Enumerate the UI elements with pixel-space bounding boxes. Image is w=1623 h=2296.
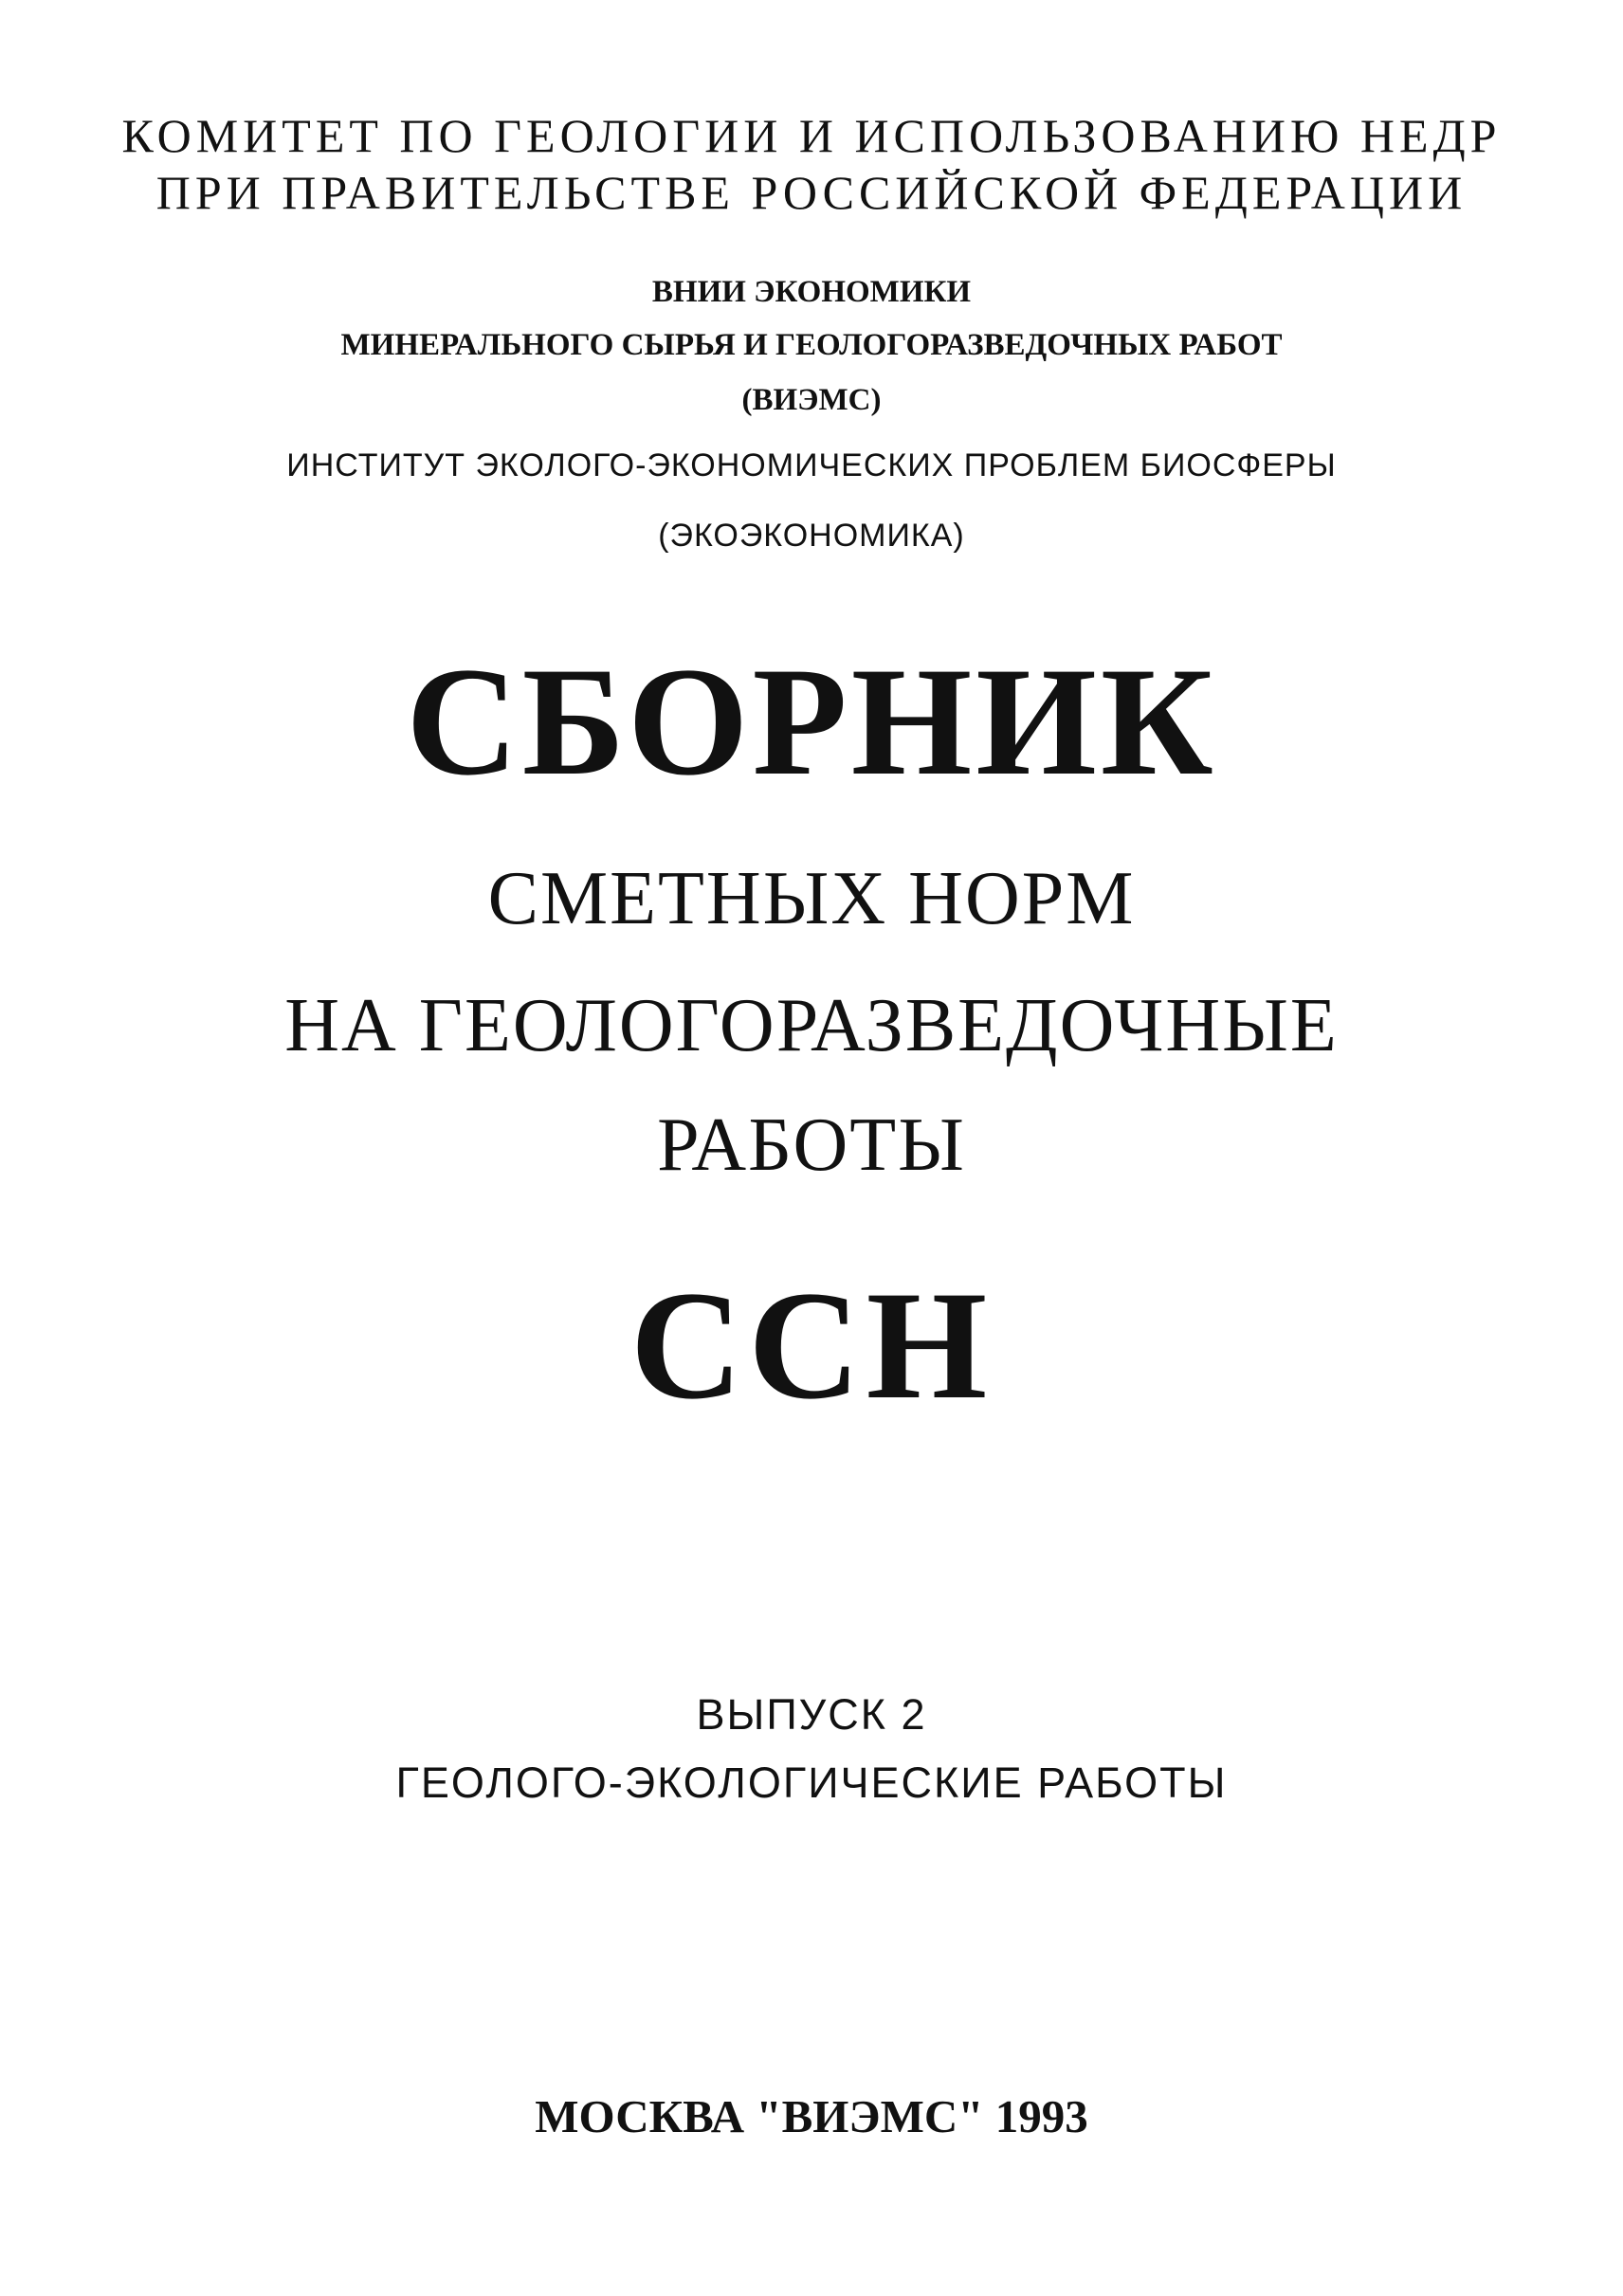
institute-vniie-line-2: МИНЕРАЛЬНОГО СЫРЬЯ И ГЕОЛОГОРАЗВЕДОЧНЫХ РАБОТ — [340, 328, 1283, 362]
committee-line-1: КОМИТЕТ ПО ГЕОЛОГИИ И ИСПОЛЬЗОВАНИЮ НЕДР — [121, 109, 1502, 162]
institute-eco-abbr: (ЭКОЭКОНОМИКА) — [658, 518, 965, 554]
title-line-4: РАБОТЫ — [657, 1103, 966, 1187]
title-main: СБОРНИК — [406, 636, 1217, 808]
title-line-2: СМЕТНЫХ НОРМ — [487, 857, 1136, 940]
imprint: МОСКВА "ВИЭМС" 1993 — [535, 2090, 1088, 2142]
issue-subject: ГЕОЛОГО-ЭКОЛОГИЧЕСКИЕ РАБОТЫ — [395, 1758, 1228, 1807]
title-abbr: ССН — [629, 1260, 994, 1431]
title-line-3: НА ГЕОЛОГОРАЗВЕДОЧНЫЕ — [284, 984, 1339, 1067]
institute-vniie-line-1: ВНИИ ЭКОНОМИКИ — [651, 275, 972, 309]
institute-vniie-abbr: (ВИЭМС) — [741, 383, 882, 417]
issue-number: ВЫПУСК 2 — [696, 1690, 927, 1739]
institute-eco-line-1: ИНСТИТУТ ЭКОЛОГО-ЭКОНОМИЧЕСКИХ ПРОБЛЕМ БИОСФЕРЫ — [286, 447, 1337, 483]
committee-line-2: ПРИ ПРАВИТЕЛЬСТВЕ РОССИЙСКОЙ ФЕДЕРАЦИИ — [155, 166, 1468, 219]
